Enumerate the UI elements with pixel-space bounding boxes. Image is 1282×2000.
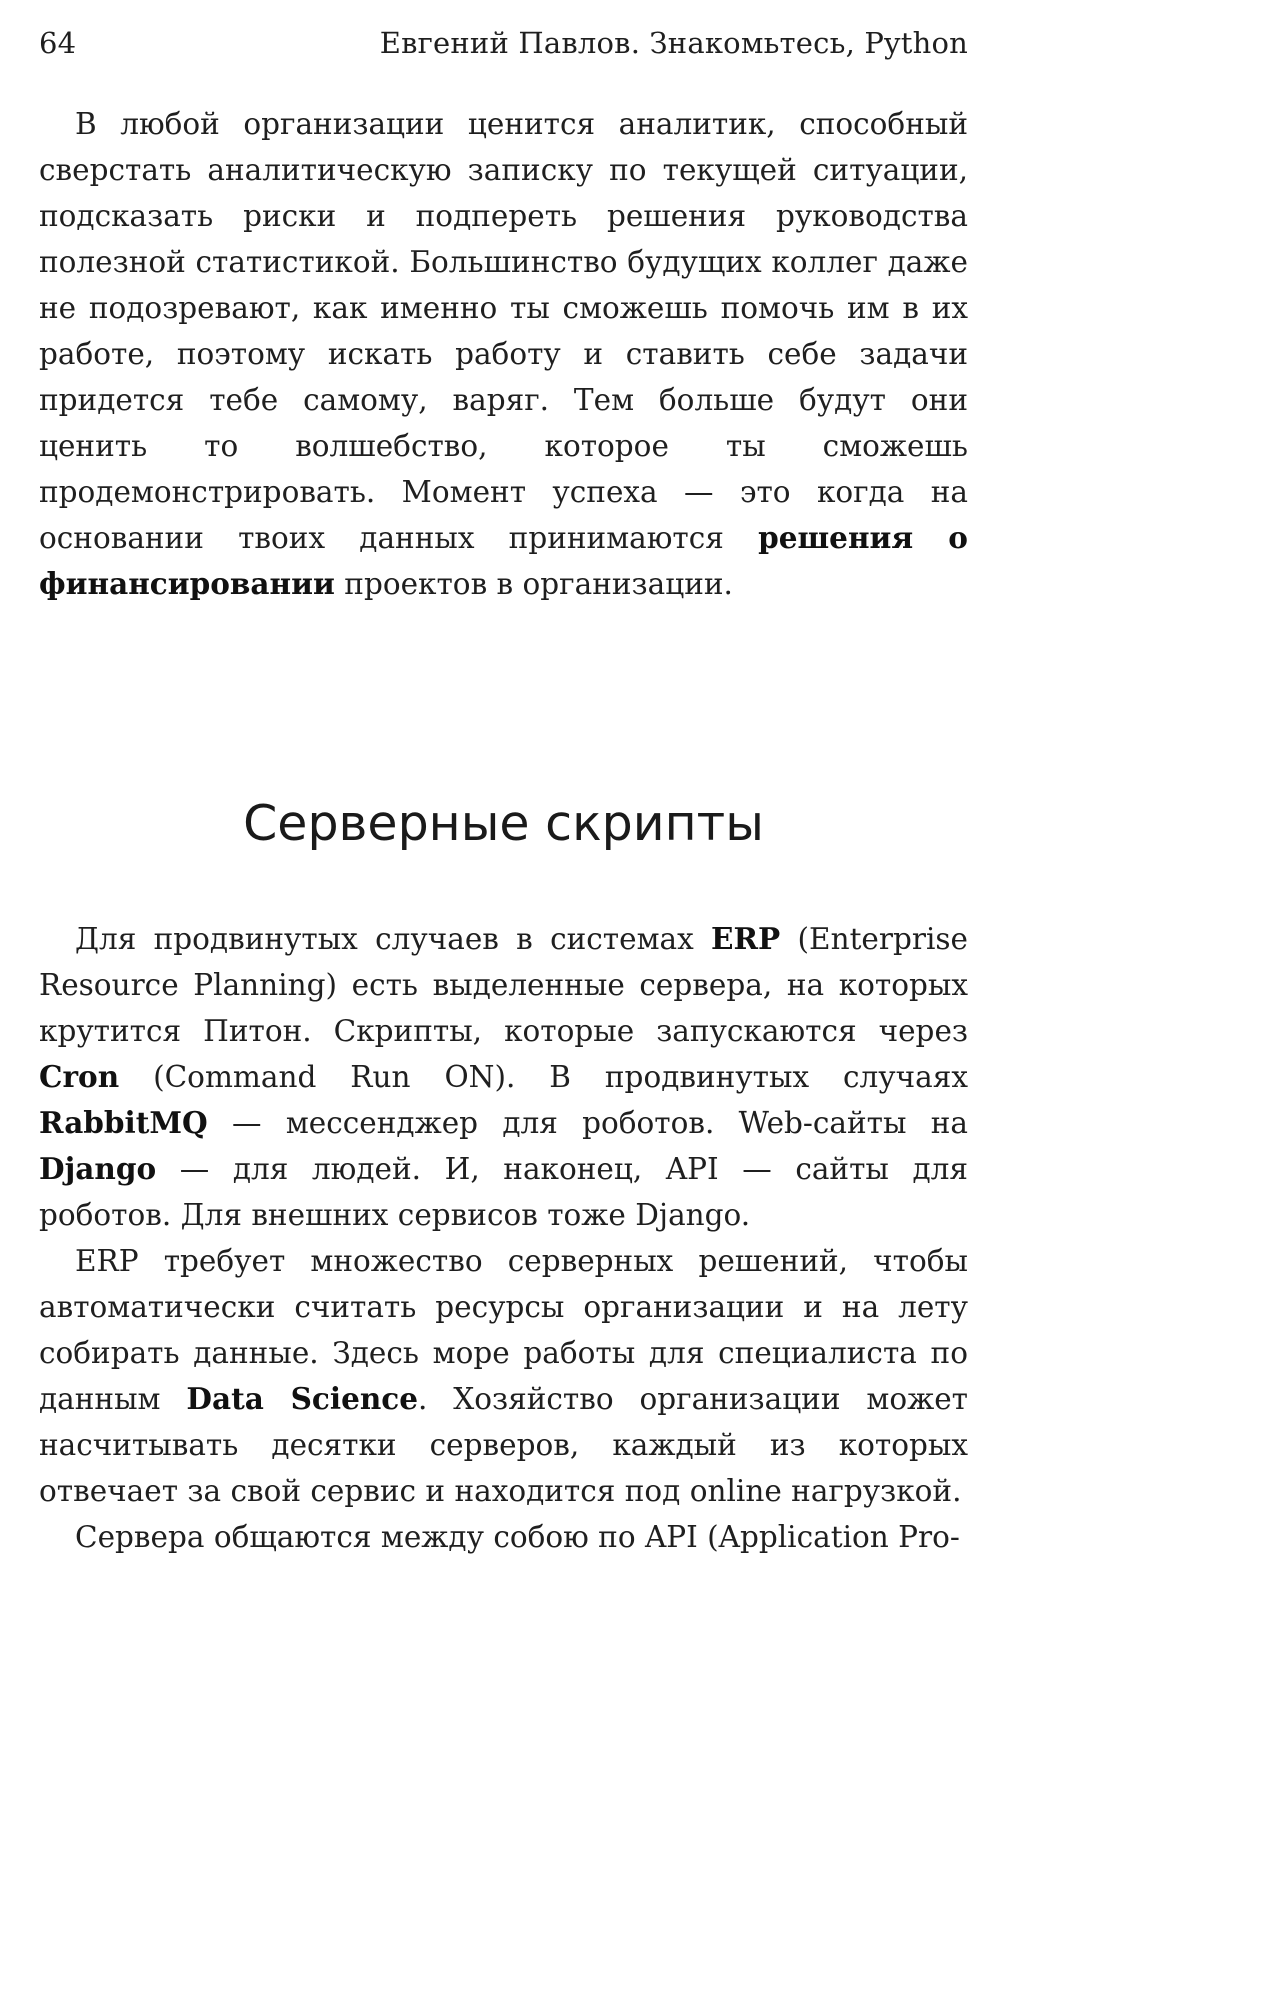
p1-text-5: — для людей. И, наконец, API — сайты для роботов. Для внешних сервисов тоже Django. xyxy=(39,1152,968,1232)
p1-text-2: (Enterprise Resource Planning) есть выделенные сервера, на которых крутится Питон. Скрипты, которые запускаются через xyxy=(39,922,969,1048)
p2-term-data-science: Data Science xyxy=(186,1381,419,1416)
p1-term-erp: ERP xyxy=(711,921,781,956)
section-heading: Серверные скрипты xyxy=(243,795,764,852)
p1-text-3: (Command Run ON). В продвинутых случаях xyxy=(119,1060,968,1094)
servers-paragraph-3 xyxy=(39,1514,968,1560)
p1-term-django: Django xyxy=(39,1151,157,1186)
p3-text-1: Сервера общаются между собою по API (Application Pro- xyxy=(75,1520,960,1554)
p2-text-2: . Хозяйство организации может насчитывать десятки серверов, каждый из которых отвечает за свой сервис и находится под online нагрузкой. xyxy=(39,1382,968,1508)
p1-term-cron: Cron xyxy=(39,1059,120,1094)
servers-paragraph-1 xyxy=(39,916,968,1238)
intro-paragraph xyxy=(39,101,968,607)
p1-term-rabbitmq: RabbitMQ xyxy=(39,1105,208,1140)
p1-text-4: — мессенджер для роботов. Web-сайты на xyxy=(207,1106,968,1140)
p1-text-1: Для продвинутых случаев в системах xyxy=(75,922,712,956)
intro-text-2: проектов в организации. xyxy=(334,567,733,601)
running-title: Евгений Павлов. Знакомьтесь, Python xyxy=(379,26,968,60)
page-number: 64 xyxy=(39,26,77,60)
page-header xyxy=(39,0,968,62)
p2-text-1: ERP требует множество серверных решений, чтобы автоматически считать ресурсы организации и на лету собирать данные. Здесь море работы для специалиста по данным xyxy=(39,1244,968,1416)
servers-paragraph-2 xyxy=(39,1238,968,1514)
intro-text-1: В любой организации ценится аналитик, способный сверстать аналитическую записку по текущей ситуации, подсказать риски и подпереть решения руководства полезной статистикой. Большинство будущих коллег даже не подозревают, как именно ты сможешь помочь им в их работе, поэтому искать работу и ставить себе задачи придется тебе самому, варяг. Тем больше будут они ценить то волшебство, которое ты сможешь продемонстрировать. Момент успеха — это когда на основании твоих данных принимаются xyxy=(39,107,968,555)
intro-bold-phrase: решения о финансировании xyxy=(39,520,968,601)
